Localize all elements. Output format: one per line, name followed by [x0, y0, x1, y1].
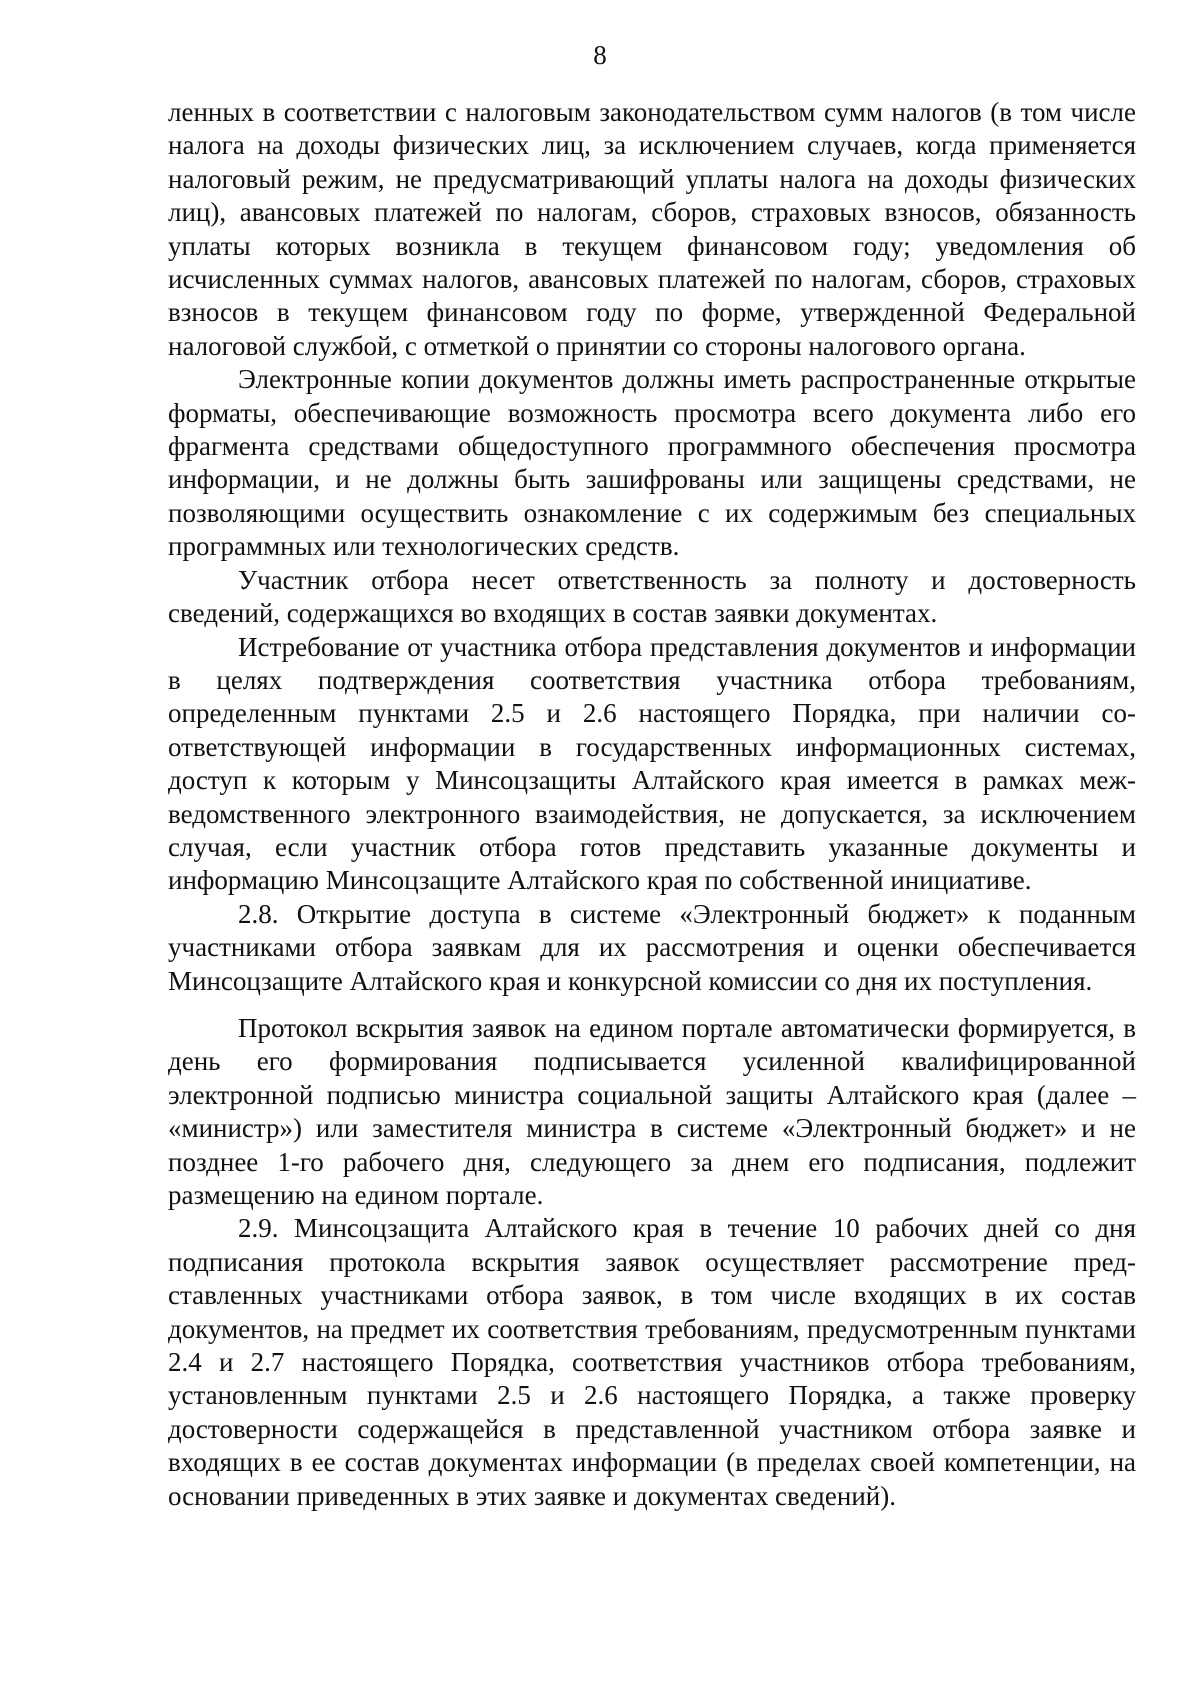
- paragraph-electronic-copies: Электронные копии документов должны иметь распространенные открытые форматы, обеспечивающие возможность просмотра всего документа либо его фрагмента средствами общедоступного программного обеспечения просмотра информации, и не должны быть зашифрованы или защищены средствами, не позволяющими осуществить ознакомление с их содержимым без специальных программных или технологических средств.: [168, 364, 1136, 562]
- document-body: [168, 96, 1136, 1513]
- paragraph-participant-responsibility: Участник отбора несет ответственность за полноту и достоверность сведений, содержащихся во входящих в состав заявки документах.: [168, 564, 1136, 629]
- paragraph-opening-protocol: Протокол вскрытия заявок на едином портале автоматически формируется, в день его формирования подписывается усиленной квалифицированной электронной подписью министра социальной защиты Алтайского края (далее – «министр») или заместителя министра в системе «Электронный бюджет» и не позднее 1-го рабочего дня, следующего за днем его подписания, подлежит размещению на едином портале.: [168, 1012, 1136, 1210]
- paragraph-continuation: ленных в соответствии с налоговым законодательством сумм налогов (в том числе налога на доходы физических лиц, за исключением случаев, когда применяется налоговый режим, не предусматривающий уплаты налога на доходы физических лиц), авансовых платежей по налогам, сборов, страховых взносов, обязанность уплаты которых возникла в текущем финансовом году; уведомления об исчисленных суммах налогов, авансовых платежей по налогам, сборов, страховых взносов в текущем финансовом году по форме, утвержденной Федеральной налоговой службой, с отметкой о принятии со стороны налогового органа.: [168, 97, 1136, 361]
- paragraph-document-request: Истребование от участника отбора представления документов и информации в целях подтверждения соответствия участника отбора требованиям, определенным пунктами 2.5 и 2.6 настоящего Порядка, при наличии соответствующей информации в государственных информационных системах, доступ к которым у Минсоцзащиты Алтайского края имеется в рамках межведомственного электронного взаимодействия, не допускается, за исключением случая, если участник отбора готов представить указанные документы и информацию Минсоцзащите Алтайского края по собственной инициативе.: [168, 631, 1136, 896]
- page-number: 8: [593, 40, 607, 70]
- paragraph-2-9: 2.9. Минсоцзащита Алтайского края в течение 10 рабочих дней со дня подписания протокола вскрытия заявок осуществляет рассмотрение представленных участниками отбора заявок, в том числе входящих в их состав документов, на предмет их соответствия требованиям, предусмотренным пунктами 2.4 и 2.7 настоящего Порядка, соответствия участников отбора требованиям, установленным пунктами 2.5 и 2.6 настоящего Порядка, а также проверку достоверности содержащейся в представленной участником отбора заявке и входящих в ее состав документах информации (в пределах своей компетенции, на основании приведенных в этих заявке и документах сведений).: [168, 1213, 1136, 1511]
- paragraph-2-8: 2.8. Открытие доступа в системе «Электронный бюджет» к поданным участниками отбора заявкам для их рассмотрения и оценки обеспечивается Минсоцзащите Алтайского края и конкурсной комиссии со дня их поступления.: [168, 898, 1136, 996]
